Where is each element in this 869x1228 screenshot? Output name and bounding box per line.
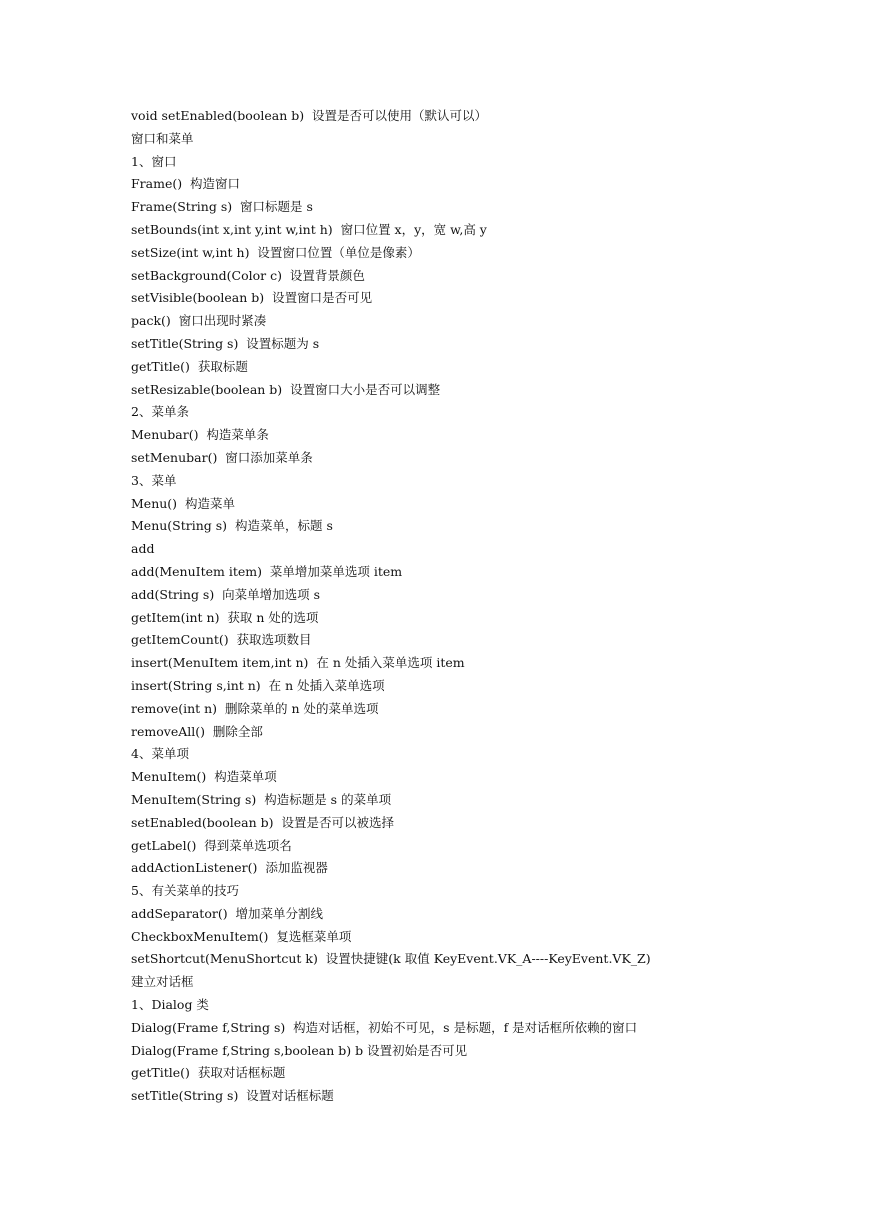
subsection-heading: 2、菜单条	[131, 404, 189, 420]
doc-line: addActionListener() 添加监视器	[131, 860, 328, 876]
doc-line: insert(MenuItem item,int n) 在 n 处插入菜单选项 item	[131, 655, 465, 671]
subsection-heading: 3、菜单	[131, 472, 177, 488]
doc-line: getItem(int n) 获取 n 处的选项	[131, 609, 319, 625]
doc-line: void setEnabled(boolean b) 设置是否可以使用（默认可以）	[131, 108, 488, 123]
doc-line: Frame(String s) 窗口标题是 s	[131, 199, 313, 215]
subsection-heading: 4、菜单项	[131, 746, 189, 762]
doc-line: Frame() 构造窗口	[131, 176, 241, 192]
subsection-heading: 1、窗口	[131, 153, 177, 169]
doc-line: add(String s) 向菜单增加选项 s	[131, 586, 321, 602]
doc-line: getLabel() 得到菜单选项名	[131, 837, 292, 853]
doc-line: MenuItem(String s) 构造标题是 s 的菜单项	[131, 791, 392, 807]
doc-line: MenuItem() 构造菜单项	[131, 769, 277, 785]
doc-line: insert(String s,int n) 在 n 处插入菜单选项	[131, 677, 385, 693]
doc-line: addSeparator() 增加菜单分割线	[131, 905, 324, 921]
doc-line: add	[131, 541, 155, 557]
section-heading: 窗口和菜单	[131, 130, 194, 146]
doc-line: getTitle() 获取对话框标题	[131, 1065, 286, 1081]
doc-line: Dialog(Frame f,String s,boolean b) b 设置初始是否可见	[131, 1042, 468, 1058]
doc-line: Menubar() 构造菜单条	[131, 427, 269, 443]
doc-line: CheckboxMenuItem() 复选框菜单项	[131, 928, 352, 944]
doc-line: setMenubar() 窗口添加菜单条	[131, 449, 313, 465]
document-body	[131, 105, 831, 1108]
doc-line: setSize(int w,int h) 设置窗口位置（单位是像素）	[131, 244, 420, 260]
doc-line: setVisible(boolean b) 设置窗口是否可见	[131, 290, 373, 306]
doc-line: Dialog(Frame f,String s) 构造对话框，初始不可见，s 是标题，f 是对话框所依赖的窗口	[131, 1019, 638, 1035]
doc-line: setShortcut(MenuShortcut k) 设置快捷键(k 取值 KeyEvent.VK_A----KeyEvent.VK_Z)	[131, 951, 651, 967]
section-heading: 建立对话框	[131, 974, 194, 990]
doc-line: pack() 窗口出现时紧凑	[131, 313, 267, 329]
doc-line: setBackground(Color c) 设置背景颜色	[131, 267, 365, 283]
doc-line: setResizable(boolean b) 设置窗口大小是否可以调整	[131, 381, 441, 397]
doc-line: add(MenuItem item) 菜单增加菜单选项 item	[131, 563, 403, 579]
doc-line: setTitle(String s) 设置标题为 s	[131, 335, 320, 351]
doc-line: Menu() 构造菜单	[131, 495, 235, 511]
doc-line: setEnabled(boolean b) 设置是否可以被选择	[131, 814, 394, 830]
doc-line: remove(int n) 删除菜单的 n 处的菜单选项	[131, 700, 379, 716]
doc-line: setBounds(int x,int y,int w,int h) 窗口位置 x，y，宽 w,高 y	[131, 221, 487, 237]
doc-line: Menu(String s) 构造菜单，标题 s	[131, 518, 333, 534]
doc-line: getTitle() 获取标题	[131, 358, 248, 374]
subsection-heading: 5、有关菜单的技巧	[131, 883, 239, 899]
doc-line: setTitle(String s) 设置对话框标题	[131, 1088, 334, 1104]
doc-line: removeAll() 删除全部	[131, 723, 263, 739]
subsection-heading: 1、Dialog 类	[131, 997, 209, 1013]
doc-line: getItemCount() 获取选项数目	[131, 632, 312, 648]
